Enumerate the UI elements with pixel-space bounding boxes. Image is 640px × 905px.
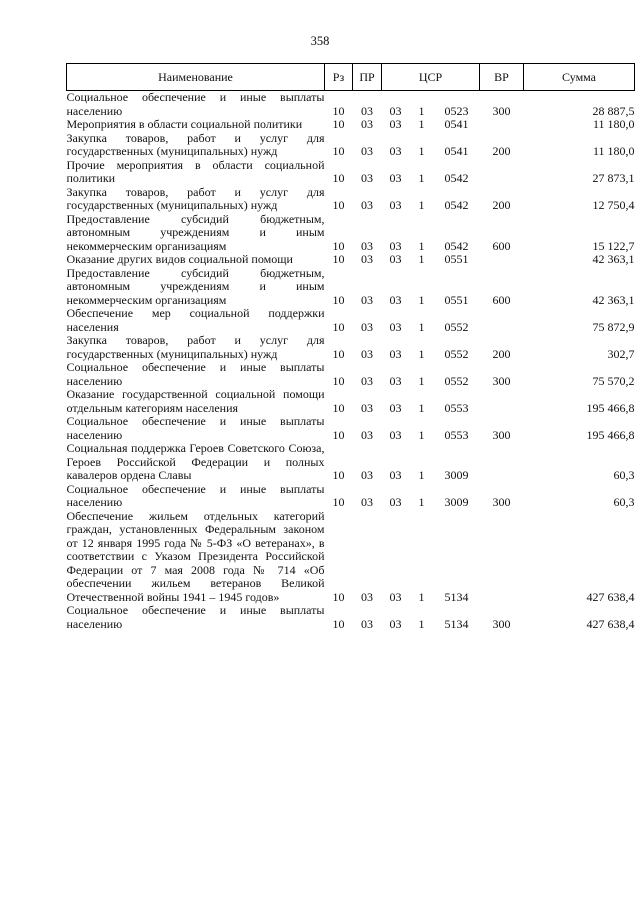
table-row bbox=[67, 213, 635, 254]
row-csr-2: 1 bbox=[418, 103, 425, 118]
table-row bbox=[67, 159, 635, 186]
page-number: 358 bbox=[310, 34, 330, 48]
row-sum: 427 638,4 bbox=[586, 589, 635, 604]
row-rz: 10 bbox=[332, 319, 345, 334]
table-body bbox=[67, 91, 635, 632]
row-pr: 03 bbox=[361, 117, 373, 131]
row-csr-1: 03 bbox=[389, 144, 402, 158]
row-vr: 300 bbox=[492, 373, 511, 388]
row-csr-3: 0553 bbox=[444, 427, 469, 442]
table-row bbox=[67, 132, 635, 159]
row-rz: 10 bbox=[332, 117, 345, 131]
row-sum: 195 466,8 bbox=[586, 427, 635, 442]
row-csr-1: 03 bbox=[389, 495, 402, 509]
row-sum: 195 466,8 bbox=[586, 400, 635, 415]
row-csr-3: 0551 bbox=[444, 292, 469, 307]
row-pr: 03 bbox=[361, 171, 373, 185]
header-pr: ПР bbox=[353, 64, 382, 91]
row-csr-1: 03 bbox=[389, 400, 402, 415]
row-vr: 200 bbox=[492, 144, 511, 158]
row-rz: 10 bbox=[332, 238, 345, 253]
row-csr-2: 1 bbox=[418, 319, 425, 334]
row-pr: 03 bbox=[361, 198, 373, 212]
row-pr: 03 bbox=[361, 373, 373, 388]
row-csr-2: 1 bbox=[418, 171, 425, 185]
row-csr-3: 3009 bbox=[444, 495, 469, 509]
row-csr-3: 0542 bbox=[444, 198, 469, 212]
row-vr bbox=[480, 118, 524, 132]
row-rz: 10 bbox=[332, 252, 345, 266]
row-sum: 11 180,0 bbox=[592, 117, 635, 131]
row-vr bbox=[480, 307, 524, 334]
row-csr-2: 1 bbox=[418, 427, 425, 442]
row-name: Прочие мероприятия в области социальной политики bbox=[66, 157, 325, 185]
row-csr-2: 1 bbox=[418, 238, 425, 253]
row-rz: 10 bbox=[332, 103, 345, 118]
row-csr-2: 1 bbox=[418, 373, 425, 388]
table-row bbox=[67, 307, 635, 334]
row-name: Закупка товаров, работ и услуг для государственных (муниципальных) нужд bbox=[66, 130, 325, 158]
row-csr-1: 03 bbox=[389, 346, 402, 361]
row-csr-3: 5134 bbox=[444, 589, 469, 604]
row-name: Предоставление субсидий бюджетным, автономным учреждениям и иным некоммерческим организациям bbox=[66, 265, 325, 307]
row-sum: 42 363,1 bbox=[592, 292, 635, 307]
row-csr-1: 03 bbox=[389, 468, 402, 482]
row-vr: 600 bbox=[492, 238, 511, 253]
row-sum: 75 570,2 bbox=[592, 373, 635, 388]
row-csr-2: 1 bbox=[418, 198, 425, 212]
row-sum: 60,3 bbox=[613, 468, 635, 482]
row-name: Обеспечение жильем отдельных категорий граждан, установленных Федеральным законом от 12 января 1995 года № 5-ФЗ «О ветеранах», в соответствии с Указом Президента Российской Федерации от 7 мая 2008 года № 714 «Об обеспечении жильем ветеранов Великой Отечественной войны 1941 – 1945 годов» bbox=[66, 508, 325, 604]
row-csr-3: 0542 bbox=[444, 238, 469, 253]
row-pr: 03 bbox=[361, 238, 373, 253]
row-csr-3: 0551 bbox=[444, 252, 469, 266]
row-csr-2: 1 bbox=[418, 468, 425, 482]
row-csr-1: 03 bbox=[389, 171, 402, 185]
row-name: Социальная поддержка Героев Советского Союза, Героев Российской Федерации и полных кавалеров ордена Славы bbox=[66, 441, 325, 482]
table-row bbox=[67, 483, 635, 510]
row-pr: 03 bbox=[361, 252, 373, 266]
row-csr-1: 03 bbox=[389, 117, 402, 131]
row-rz: 10 bbox=[332, 198, 345, 212]
row-vr: 200 bbox=[492, 198, 511, 212]
row-csr-1: 03 bbox=[389, 589, 402, 604]
table-row bbox=[67, 91, 635, 119]
header-rz: Рз bbox=[325, 64, 353, 91]
row-sum: 27 873,1 bbox=[592, 171, 635, 185]
row-csr-2: 1 bbox=[418, 144, 425, 158]
row-vr bbox=[480, 442, 524, 483]
row-sum: 60,3 bbox=[613, 495, 635, 509]
row-vr: 300 bbox=[492, 616, 511, 631]
row-pr: 03 bbox=[361, 468, 373, 482]
row-pr: 03 bbox=[361, 346, 373, 361]
row-name: Закупка товаров, работ и услуг для государственных (муниципальных) нужд bbox=[66, 184, 325, 212]
row-rz: 10 bbox=[332, 292, 345, 307]
row-csr-3: 5134 bbox=[444, 616, 469, 631]
row-rz: 10 bbox=[332, 171, 345, 185]
row-pr: 03 bbox=[361, 427, 373, 442]
row-name: Социальное обеспечение и иные выплаты населению bbox=[66, 360, 325, 388]
row-sum: 15 122,7 bbox=[592, 238, 635, 253]
row-csr-3: 0523 bbox=[444, 103, 469, 118]
row-csr-2: 1 bbox=[418, 616, 425, 631]
table-row bbox=[67, 118, 635, 132]
row-rz: 10 bbox=[332, 616, 345, 631]
row-pr: 03 bbox=[361, 495, 373, 509]
row-sum: 302,7 bbox=[607, 346, 635, 361]
row-csr-3: 0552 bbox=[444, 319, 469, 334]
row-csr-3: 0542 bbox=[444, 171, 469, 185]
row-vr bbox=[480, 159, 524, 186]
table-row bbox=[67, 186, 635, 213]
header-sum: Сумма bbox=[524, 64, 635, 91]
row-csr-1: 03 bbox=[389, 616, 402, 631]
row-rz: 10 bbox=[332, 468, 345, 482]
row-vr: 300 bbox=[492, 427, 511, 442]
row-name: Социальное обеспечение и иные выплаты населению bbox=[66, 90, 325, 118]
row-name: Социальное обеспечение и иные выплаты населению bbox=[66, 481, 325, 509]
row-pr: 03 bbox=[361, 103, 373, 118]
row-vr: 200 bbox=[492, 346, 511, 361]
table-row bbox=[67, 442, 635, 483]
table-header-row bbox=[67, 64, 635, 91]
row-vr bbox=[480, 510, 524, 605]
row-csr-3: 0541 bbox=[444, 144, 469, 158]
row-csr-3: 3009 bbox=[444, 468, 469, 482]
row-csr-1: 03 bbox=[389, 292, 402, 307]
row-csr-2: 1 bbox=[418, 400, 425, 415]
row-vr bbox=[480, 388, 524, 415]
row-csr-1: 03 bbox=[389, 373, 402, 388]
row-csr-2: 1 bbox=[418, 589, 425, 604]
row-csr-3: 0553 bbox=[444, 400, 469, 415]
row-vr bbox=[480, 253, 524, 267]
row-csr-2: 1 bbox=[418, 346, 425, 361]
header-csr: ЦСР bbox=[382, 64, 480, 91]
row-pr: 03 bbox=[361, 400, 373, 415]
row-rz: 10 bbox=[332, 589, 345, 604]
row-rz: 10 bbox=[332, 346, 345, 361]
row-vr: 300 bbox=[492, 103, 511, 118]
row-csr-2: 1 bbox=[418, 292, 425, 307]
table-row bbox=[67, 267, 635, 308]
table-row bbox=[67, 388, 635, 415]
row-name: Мероприятия в области социальной политики bbox=[66, 117, 303, 131]
table-row bbox=[67, 415, 635, 442]
row-sum: 75 872,9 bbox=[592, 319, 635, 334]
row-csr-2: 1 bbox=[418, 495, 425, 509]
row-csr-3: 0552 bbox=[444, 346, 469, 361]
row-rz: 10 bbox=[332, 144, 345, 158]
row-pr: 03 bbox=[361, 144, 373, 158]
row-csr-1: 03 bbox=[389, 198, 402, 212]
row-csr-2: 1 bbox=[418, 252, 425, 266]
row-rz: 10 bbox=[332, 373, 345, 388]
row-csr-1: 03 bbox=[389, 252, 402, 266]
row-sum: 28 887,5 bbox=[592, 103, 635, 118]
row-pr: 03 bbox=[361, 589, 373, 604]
row-sum: 12 750,4 bbox=[592, 198, 635, 212]
row-rz: 10 bbox=[332, 427, 345, 442]
row-csr-1: 03 bbox=[389, 238, 402, 253]
row-sum: 42 363,1 bbox=[592, 252, 635, 266]
table-row bbox=[67, 510, 635, 605]
row-pr: 03 bbox=[361, 292, 373, 307]
header-name: Наименование bbox=[67, 64, 325, 91]
row-name: Предоставление субсидий бюджетным, автономным учреждениям и иным некоммерческим организациям bbox=[66, 211, 325, 253]
row-csr-3: 0552 bbox=[444, 373, 469, 388]
row-csr-2: 1 bbox=[418, 117, 425, 131]
row-pr: 03 bbox=[361, 616, 373, 631]
table-row bbox=[67, 361, 635, 388]
row-sum: 11 180,0 bbox=[592, 144, 635, 158]
header-vr: ВР bbox=[480, 64, 524, 91]
row-name: Закупка товаров, работ и услуг для государственных (муниципальных) нужд bbox=[66, 333, 325, 361]
row-csr-1: 03 bbox=[389, 319, 402, 334]
row-name: Обеспечение мер социальной поддержки населения bbox=[66, 306, 325, 334]
row-rz: 10 bbox=[332, 400, 345, 415]
row-vr: 600 bbox=[492, 292, 511, 307]
row-name: Социальное обеспечение и иные выплаты населению bbox=[66, 414, 325, 442]
row-name: Социальное обеспечение и иные выплаты населению bbox=[66, 603, 325, 631]
row-sum: 427 638,4 bbox=[586, 616, 635, 631]
table-row bbox=[67, 604, 635, 631]
row-csr-3: 0541 bbox=[444, 117, 469, 131]
row-pr: 03 bbox=[361, 319, 373, 334]
row-csr-1: 03 bbox=[389, 103, 402, 118]
table-row bbox=[67, 334, 635, 361]
row-vr: 300 bbox=[492, 495, 511, 509]
row-name: Оказание других видов социальной помощи bbox=[66, 252, 293, 266]
budget-table bbox=[66, 63, 635, 631]
table-row bbox=[67, 253, 635, 267]
row-name: Оказание государственной социальной помощи отдельным категориям населения bbox=[66, 387, 325, 415]
row-rz: 10 bbox=[332, 495, 345, 509]
row-csr-1: 03 bbox=[389, 427, 402, 442]
